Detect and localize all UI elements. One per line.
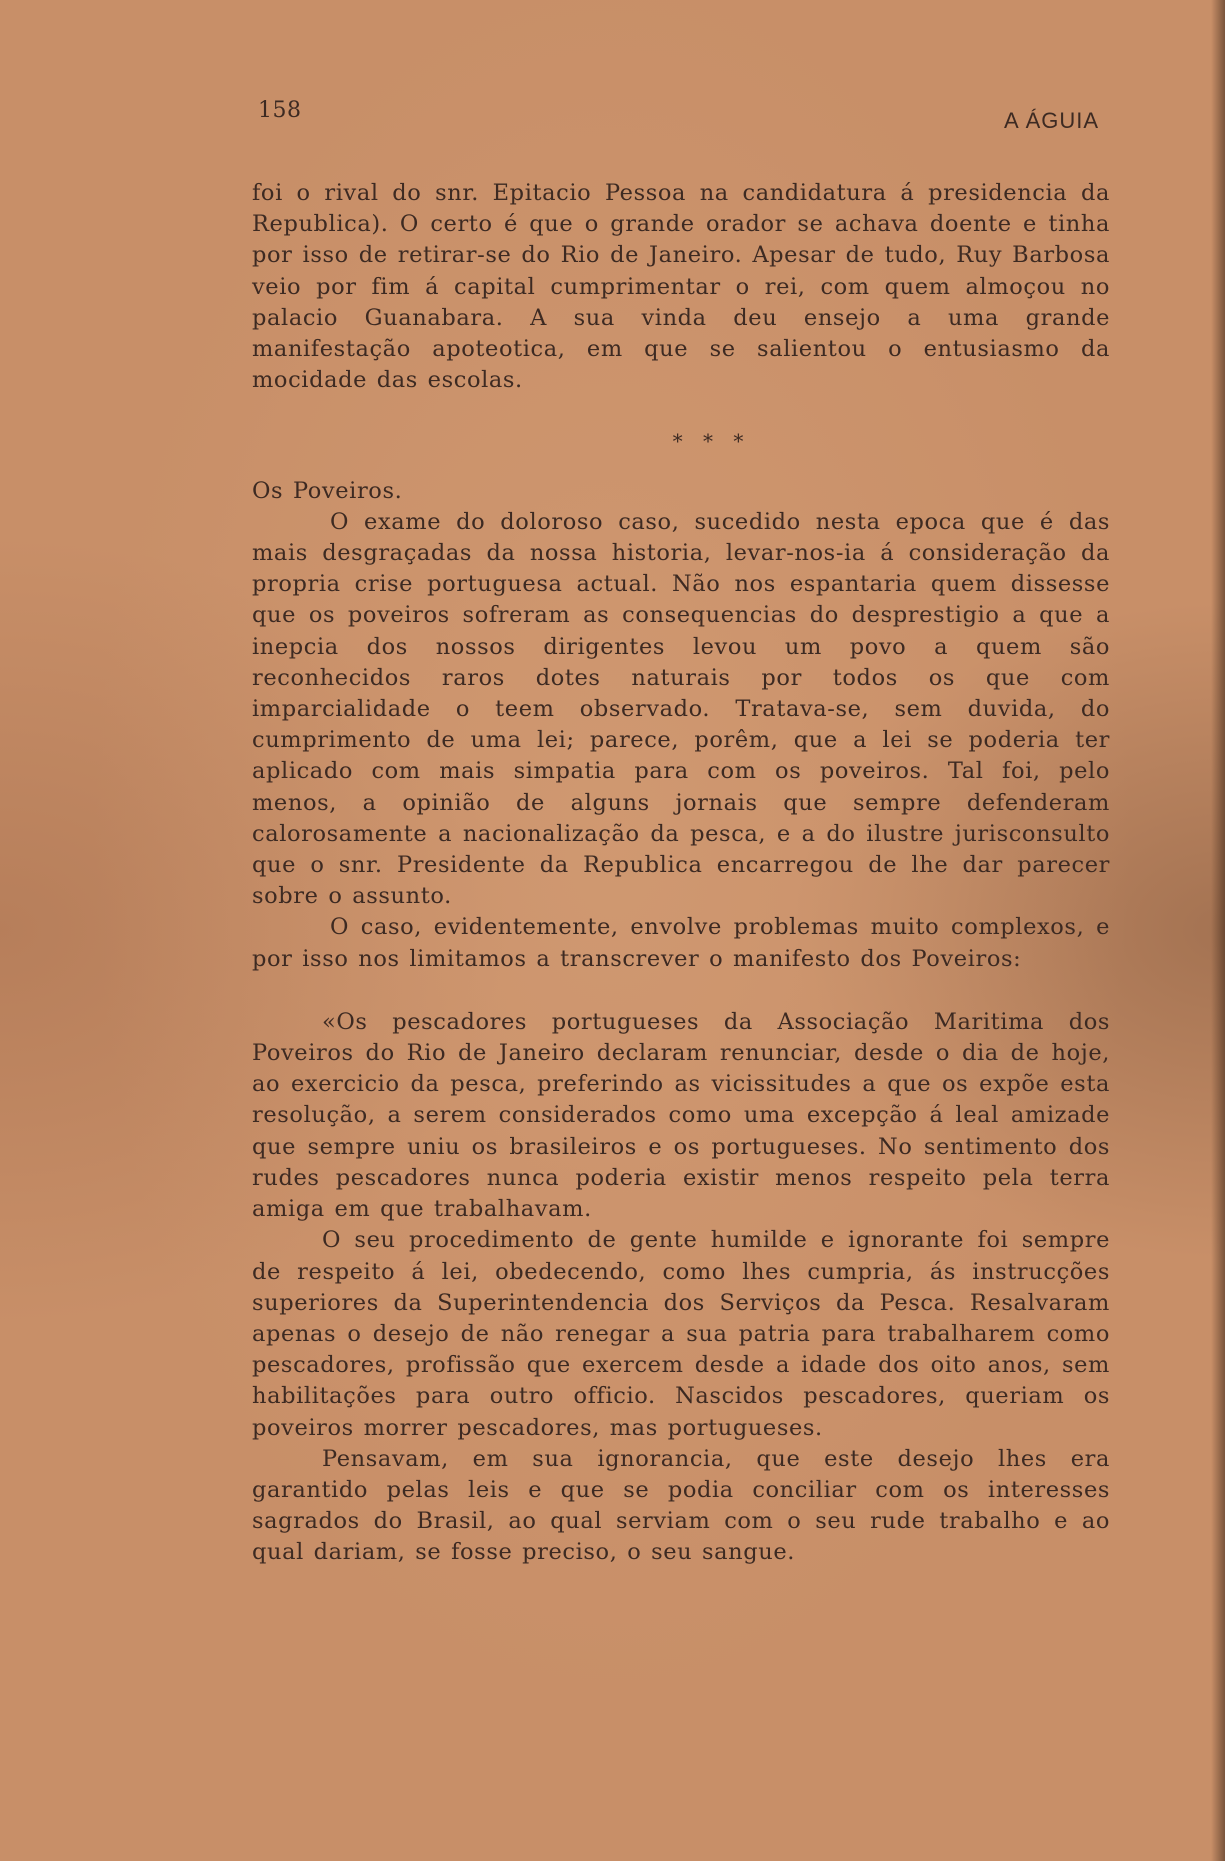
section-title: Os Poveiros. <box>252 477 403 504</box>
spacer <box>252 975 1110 1007</box>
running-title: A ÁGUIA <box>1004 108 1100 133</box>
paragraph: O exame do doloroso caso, sucedido nesta epoca que é das mais desgraçadas da nossa historia, levar-nos-ia á consideração da propria crise portuguesa actual. Não nos espantaria quem dissesse que os poveiros sofreram as consequencias do desprestigio a que a inepcia dos nossos dirigentes levou um povo a quem são reconhecidos raros dotes naturais por todos os que com imparcialidade o teem observado. Tratava-se, sem duvida, do cumprimento de uma lei; parece, porêm, que a lei se poderia ter aplicado com mais simpatia para com os poveiros. Tal foi, pelo menos, a opinião de alguns jornais que sempre defenderam calorosamente a nacionalização da pesca, e a do ilustre jurisconsulto que o snr. Presidente da Republica encarregou de lhe dar parecer sobre o assunto. <box>252 508 1110 910</box>
paragraph-continued: foi o rival do snr. Epitacio Pessoa na candidatura á presidencia da Republica). O certo é que o grande orador se achava doente e tinha por isso de retirar-se do Rio de Janeiro. Apesar de tudo, Ruy Barbosa veio por fim á capital cumprimentar o rei, com quem almoçou no palacio Guanabara. A sua vinda deu ensejo a uma grande manifestação apoteotica, em que se salientou o entusiasmo da mocidade das escolas. <box>252 180 1110 394</box>
page-edge-shadow <box>1211 0 1225 1861</box>
quoted-manifesto-paragraph: Pensavam, em sua ignorancia, que este desejo lhes era garantido pelas leis e que se podia conciliar com os interesses sagrados do Brasil, ao qual serviam com o seu rude trabalho e ao qual dariam, se fosse preciso, o seu sangue. <box>252 1445 1110 1566</box>
quoted-manifesto-paragraph: «Os pescadores portugueses da Associação Maritima dos Poveiros do Rio de Janeiro declaram renunciar, desde o dia de hoje, ao exercicio da pesca, preferindo as vicissitudes a que os expõe esta resolução, a serem considerados como uma excepção á leal amizade que sempre uniu os brasileiros e os portugueses. No sentimento dos rudes pescadores nunca poderia existir menos respeito pela terra amiga em que trabalhavam. <box>252 1008 1110 1223</box>
page-body <box>252 178 1110 1569</box>
page-number: 158 <box>258 98 302 123</box>
section-separator: * * * <box>672 429 750 454</box>
paragraph: O caso, evidentemente, envolve problemas muito complexos, e por isso nos limitamos a transcrever o manifesto dos Poveiros: <box>252 914 1110 972</box>
quoted-manifesto-paragraph: O seu procedimento de gente humilde e ignorante foi sempre de respeito á lei, obedecendo, como lhes cumpria, ás instrucções superiores da Superintendencia dos Serviços da Pesca. Resalvaram apenas o desejo de não renegar a sua patria para trabalharem como pescadores, profissão que exercem desde a idade dos oito anos, sem habilitações para outro officio. Nascidos pescadores, queriam os poveiros morrer pescadores, mas portugueses. <box>252 1227 1110 1441</box>
